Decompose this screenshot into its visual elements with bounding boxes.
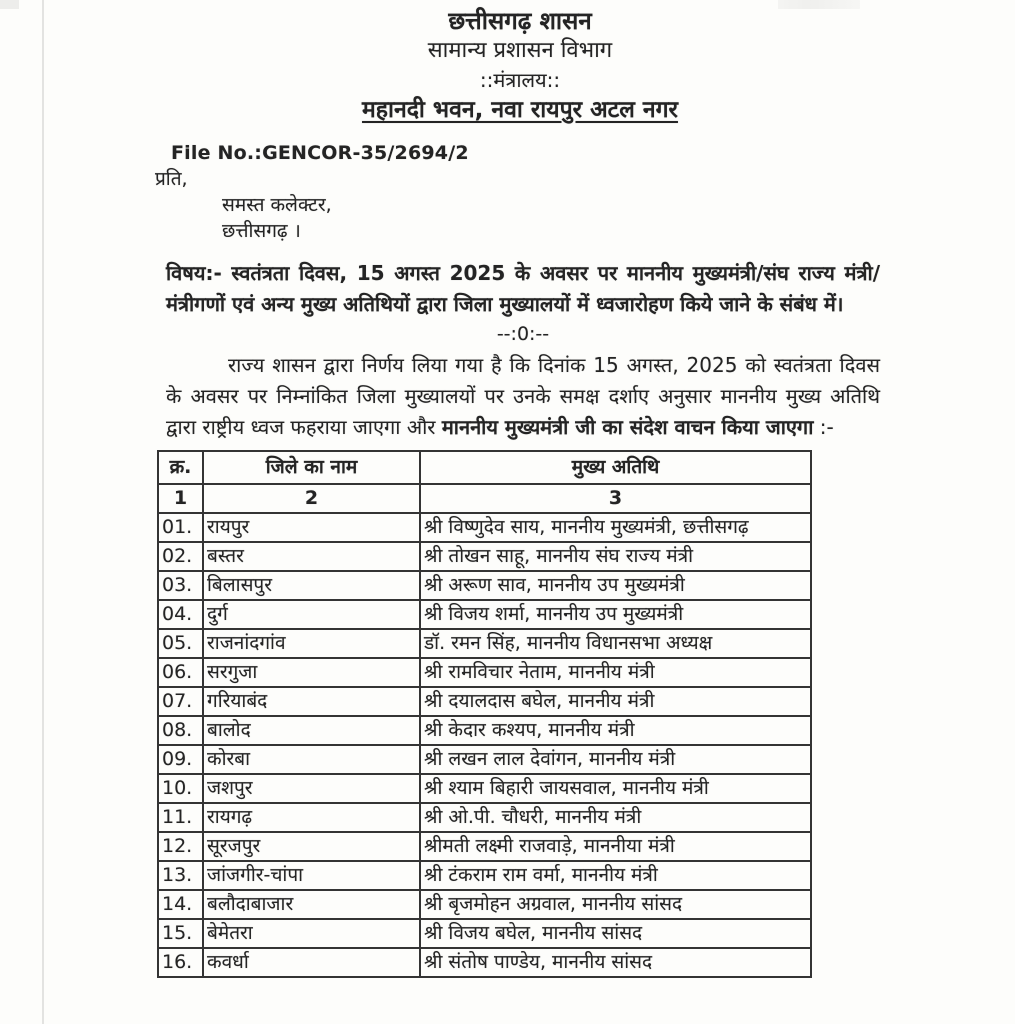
table-row <box>158 513 811 542</box>
row-serial: 16. <box>158 948 203 977</box>
column-number-1: 1 <box>158 484 203 513</box>
column-number-3: 3 <box>420 484 811 513</box>
chief-guest-name: श्री अरूण साव, माननीय उप मुख्यमंत्री <box>420 571 811 600</box>
district-table-body <box>158 513 811 977</box>
department-name: सामान्य प्रशासन विभाग <box>427 38 613 63</box>
district-name: बालोद <box>203 716 420 745</box>
district-name: बेमेतरा <box>203 919 420 948</box>
chief-guest-name: श्री श्याम बिहारी जायसवाल, माननीय मंत्री <box>420 774 811 803</box>
letterhead <box>160 0 880 126</box>
chief-guest-name: श्री संतोष पाण्डेय, माननीय सांसद <box>420 948 811 977</box>
row-serial: 13. <box>158 861 203 890</box>
district-name: सूरजपुर <box>203 832 420 861</box>
district-name: जशपुर <box>203 774 420 803</box>
district-name: जांजगीर-चांपा <box>203 861 420 890</box>
district-name: बलौदाबाजार <box>203 890 420 919</box>
row-serial: 03. <box>158 571 203 600</box>
subject-line: विषय:- स्वतंत्रता दिवस, 15 अगस्त 2025 के अवसर पर माननीय मुख्यमंत्री/संघ राज्य मंत्री/मंत्रीगणों एवं अन्य मुख्य अतिथियों द्वारा जिला मुख्यालयों में ध्वजारोहण किये जाने के संबंध में। <box>166 261 880 316</box>
section-separator: --:0:-- <box>496 323 550 345</box>
row-serial: 01. <box>158 513 203 542</box>
body-bold-text: माननीय मुख्यमंत्री जी का संदेश वाचन किया जाएगा <box>441 415 814 439</box>
header-serial: क्र. <box>158 451 203 484</box>
file-number: File No.:GENCOR-35/2694/2 <box>171 142 469 164</box>
chief-guest-name: श्री लखन लाल देवांगन, माननीय मंत्री <box>420 745 811 774</box>
district-name: गरियाबंद <box>203 687 420 716</box>
table-row <box>158 948 811 977</box>
district-name: कवर्धा <box>203 948 420 977</box>
government-name: छत्तीसगढ़ शासन <box>448 7 592 35</box>
table-row <box>158 542 811 571</box>
chief-guest-name: श्री रामविचार नेताम, माननीय मंत्री <box>420 658 811 687</box>
row-serial: 06. <box>158 658 203 687</box>
row-serial: 02. <box>158 542 203 571</box>
row-serial: 09. <box>158 745 203 774</box>
row-serial: 12. <box>158 832 203 861</box>
chief-guest-name: श्री ओ.पी. चौधरी, माननीय मंत्री <box>420 803 811 832</box>
table-row <box>158 919 811 948</box>
salutation: प्रति, <box>155 168 188 190</box>
district-name: सरगुजा <box>203 658 420 687</box>
district-name: कोरबा <box>203 745 420 774</box>
row-serial: 15. <box>158 919 203 948</box>
row-serial: 04. <box>158 600 203 629</box>
table-row <box>158 774 811 803</box>
district-name: रायपुर <box>203 513 420 542</box>
district-name: राजनांदगांव <box>203 629 420 658</box>
body-text: राज्य शासन द्वारा निर्णय लिया गया है कि दिनांक 15 अगस्त, 2025 को स्वतंत्रता दिवस के अवसर पर निम्नांकित जिला मुख्यालयों पर उनके समक्ष दर्शाए अनुसार माननीय मुख्य अतिथि द्वारा राष्ट्रीय ध्वज फहराया जाएगा और <box>166 353 880 439</box>
row-serial: 14. <box>158 890 203 919</box>
row-serial: 07. <box>158 687 203 716</box>
table-row <box>158 600 811 629</box>
table-row <box>158 687 811 716</box>
table-row <box>158 629 811 658</box>
row-serial: 11. <box>158 803 203 832</box>
district-name: बस्तर <box>203 542 420 571</box>
scan-artifact-vertical-line <box>42 0 44 1024</box>
column-number-2: 2 <box>203 484 420 513</box>
body-tail: :- <box>813 415 834 439</box>
row-serial: 10. <box>158 774 203 803</box>
chief-guest-name: श्रीमती लक्ष्मी राजवाड़े, माननीया मंत्री <box>420 832 811 861</box>
header-chief-guest: मुख्य अतिथि <box>420 451 811 484</box>
table-row <box>158 745 811 774</box>
row-serial: 05. <box>158 629 203 658</box>
column-number-row <box>158 484 811 513</box>
chief-guest-name: श्री विजय शर्मा, माननीय उप मुख्यमंत्री <box>420 600 811 629</box>
addressee-state: छत्तीसगढ़ । <box>222 220 301 242</box>
table-row <box>158 832 811 861</box>
building-address-line: महानदी भवन, नवा रायपुर अटल नगर <box>362 97 678 123</box>
table-row <box>158 658 811 687</box>
table-row <box>158 861 811 890</box>
row-serial: 08. <box>158 716 203 745</box>
chief-guest-name: डॉ. रमन सिंह, माननीय विधानसभा अध्यक्ष <box>420 629 811 658</box>
chief-guest-name: श्री विजय बघेल, माननीय सांसद <box>420 919 811 948</box>
header-district: जिले का नाम <box>203 451 420 484</box>
scan-artifact-top-smudge <box>778 0 860 9</box>
district-name: दुर्ग <box>203 600 420 629</box>
scan-artifact-corner-patch <box>0 0 19 9</box>
table-header-row <box>158 451 811 484</box>
district-name: रायगढ़ <box>203 803 420 832</box>
chief-guest-name: श्री टंकराम राम वर्मा, माननीय मंत्री <box>420 861 811 890</box>
district-name: बिलासपुर <box>203 571 420 600</box>
addressee-collectors: समस्त कलेक्टर, <box>222 194 332 216</box>
chief-guest-name: श्री दयालदास बघेल, माननीय मंत्री <box>420 687 811 716</box>
table-row <box>158 716 811 745</box>
chief-guest-name: श्री तोखन साहू, माननीय संघ राज्य मंत्री <box>420 542 811 571</box>
chief-guest-name: श्री विष्णुदेव साय, माननीय मुख्यमंत्री, छत्तीसगढ़ <box>420 513 811 542</box>
district-guest-table <box>157 450 812 978</box>
chief-guest-name: श्री बृजमोहन अग्रवाल, माननीय सांसद <box>420 890 811 919</box>
table-row <box>158 803 811 832</box>
ministry-label: ::मंत्रालय:: <box>479 68 561 92</box>
body-paragraph <box>166 350 880 443</box>
table-row <box>158 571 811 600</box>
chief-guest-name: श्री केदार कश्यप, माननीय मंत्री <box>420 716 811 745</box>
table-row <box>158 890 811 919</box>
